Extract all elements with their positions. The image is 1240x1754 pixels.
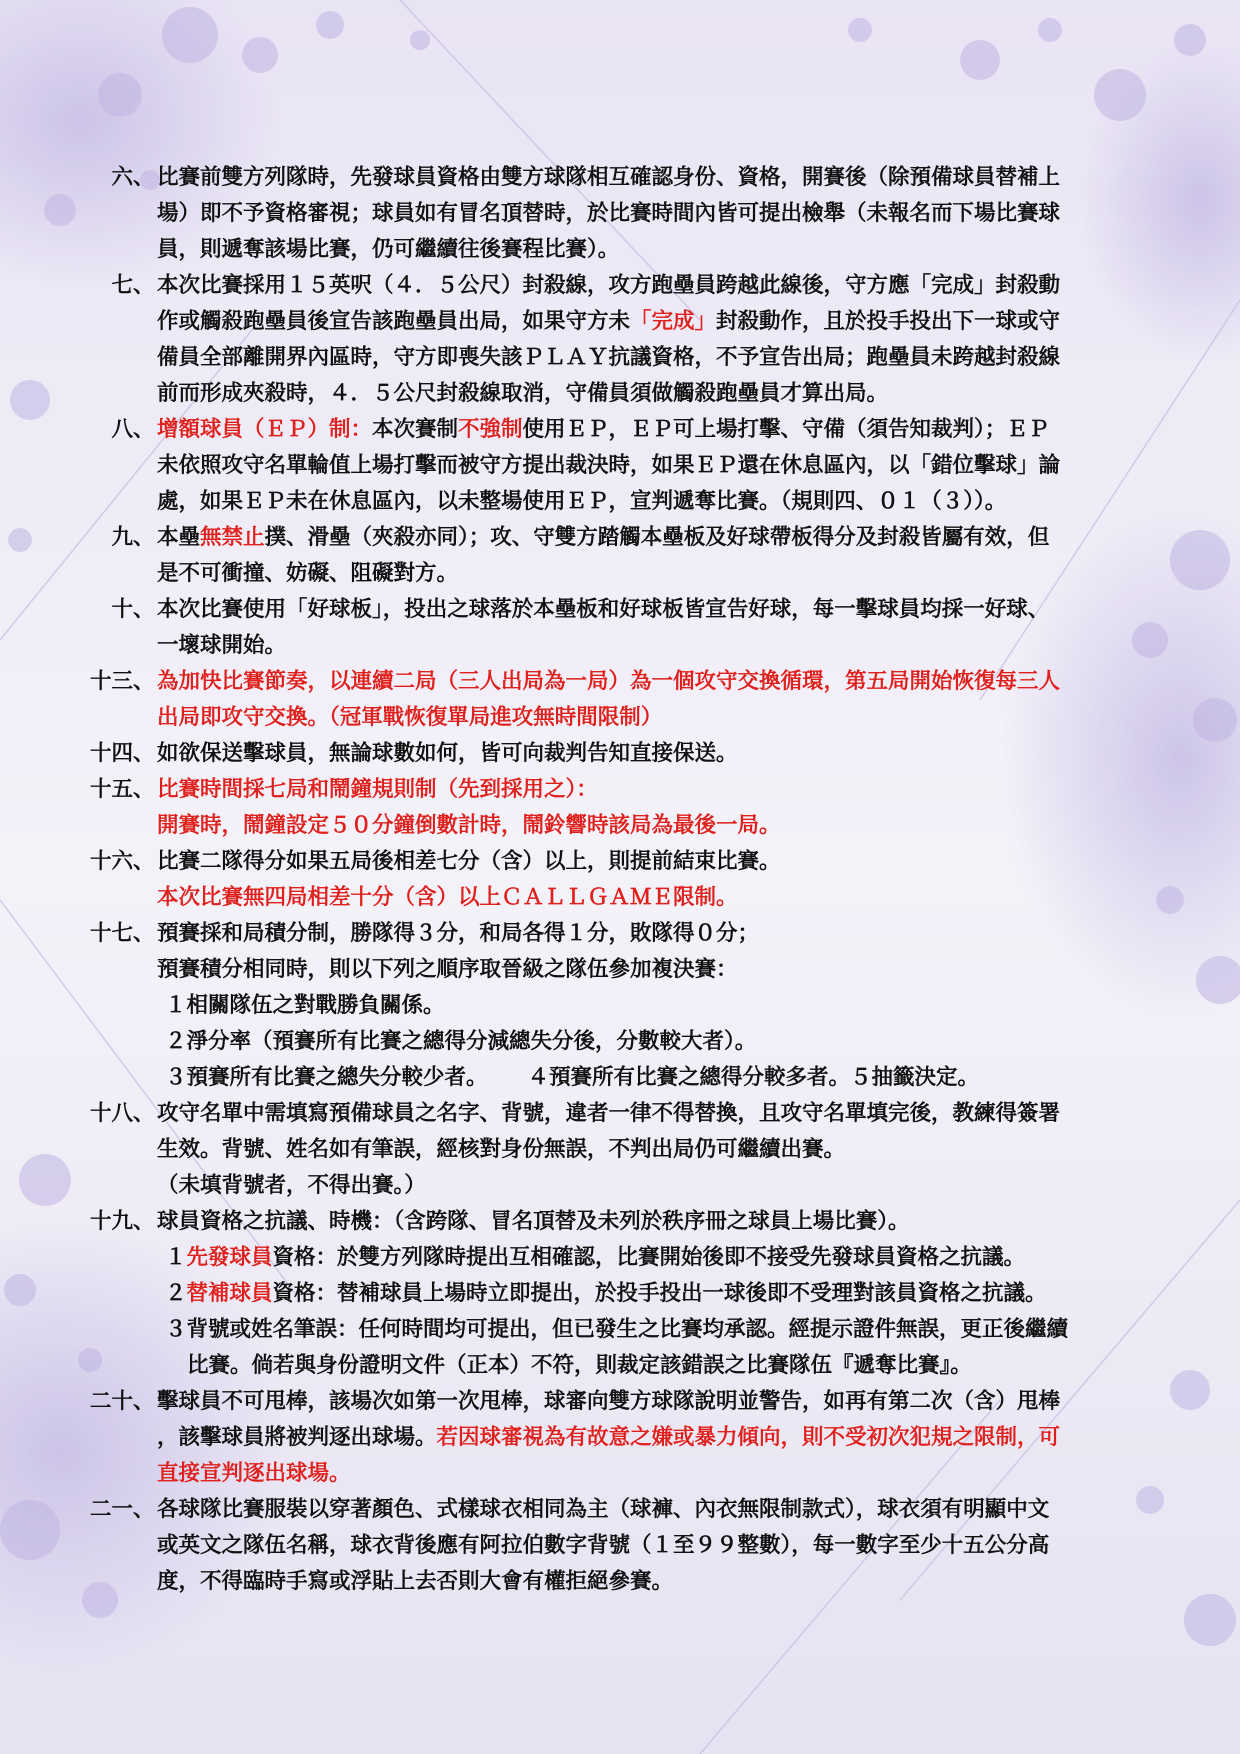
rule-item [55, 916, 1185, 1096]
rule-line [157, 772, 1185, 808]
rule-text-segment: 生效。背號、姓名如有筆誤，經核對身份無誤，不判出局仍可繼續出賽。 [157, 1137, 846, 1162]
rule-text-segment: 封殺動作，且於投手投出下一球或守 [716, 309, 1061, 334]
rule-number: 八 [111, 417, 133, 442]
rule-text-segment: 如欲保送擊球員，無論球數如何，皆可向裁判告知直接保送。 [157, 741, 738, 766]
rule-number: 二十 [89, 1389, 133, 1414]
rule-text [157, 772, 1185, 844]
rule-text-segment: 本次比賽採用１５英呎（４．５公尺）封殺線，攻方跑壘員跨越此線後，守方應「完成」封殺動 [157, 273, 1061, 298]
highlight-text: 增額球員（ＥＰ）制： [157, 417, 373, 442]
rule-text [157, 412, 1185, 520]
highlight-text: 比賽時間採七局和鬧鐘規則制（先到採用之）： [157, 777, 598, 802]
rule-separator: 、 [133, 417, 155, 442]
rule-line [157, 1564, 1185, 1600]
rules-document [55, 160, 1185, 1600]
rule-line [157, 628, 1185, 664]
rule-number: 十八 [89, 1101, 133, 1126]
rule-text-segment: 資格：於雙方列隊時提出互相確認，比賽開始後即不接受先發球員資格之抗議。 [272, 1245, 1026, 1270]
rule-line [157, 160, 1185, 196]
rule-number: 十七 [89, 921, 133, 946]
rule-text-segment: 一壞球開始。 [157, 633, 287, 658]
rule-number: 十六 [89, 849, 133, 874]
rule-number: 十三 [89, 669, 133, 694]
rule-line [157, 664, 1185, 700]
rule-text-segment: 是不可衝撞、妨礙、阻礙對方。 [157, 561, 459, 586]
rule-text-segment: （未填背號者，不得出賽。） [157, 1173, 426, 1198]
rule-text-segment: 使用ＥＰ，ＥＰ可上場打擊、守備（須告知裁判）；ＥＰ [522, 417, 1050, 442]
rule-text-segment: 前而形成夾殺時，４．５公尺封殺線取消，守備員須做觸殺跑壘員才算出局。 [157, 381, 889, 406]
rule-text-segment: 撲、滑壘（夾殺亦同）；攻、守雙方踏觸本壘板及好球帶板得分及封殺皆屬有效，但 [264, 525, 1050, 550]
highlight-text: 為加快比賽節奏，以連續二局（三人出局為一局）為一個攻守交換循環，第五局開始恢復每三人 [157, 669, 1061, 694]
rule-text-segment: 本次比賽使用「好球板」，投出之球落於本壘板和好球板皆宣告好球，每一擊球員均採一好球、 [157, 597, 1050, 622]
rule-separator: 、 [133, 1209, 155, 1234]
rule-line [157, 448, 1185, 484]
rule-text-segment: 場）即不予資格審視；球員如有冒名頂替時，於比賽時間內皆可提出檢舉（未報名而下場比賽球 [157, 201, 1061, 226]
rule-text-segment: ３預賽所有比賽之總失分較少者。 [165, 1065, 488, 1090]
rule-line [157, 1276, 1185, 1312]
rule-item [55, 844, 1185, 916]
rule-text-segment: ４預賽所有比賽之總得分較多者。５抽籤決定。 [527, 1065, 980, 1090]
rule-item [55, 772, 1185, 844]
rule-separator: 、 [133, 669, 155, 694]
rule-line [157, 1240, 1185, 1276]
rule-text-segment: 處，如果ＥＰ未在休息區內，以未整場使用ＥＰ，宣判遞奪比賽。（規則四、０１（３））。 [157, 489, 1007, 514]
rule-item [55, 1384, 1185, 1492]
rule-line [157, 1024, 1185, 1060]
rule-item [55, 592, 1185, 664]
rule-item [55, 1096, 1185, 1204]
rule-separator: 、 [133, 597, 155, 622]
rule-text-segment: 本次賽制 [372, 417, 459, 442]
highlight-text: 本次比賽無四局相差十分（含）以上ＣＡＬＬＧＡＭＥ限制。 [157, 885, 738, 910]
rule-text-segment: 球員資格之抗議、時機：（含跨隊、冒名頂替及未列於秩序冊之球員上場比賽）。 [157, 1209, 910, 1234]
rule-text-segment: ３背號或姓名筆誤：任何時間均可提出，但已發生之比賽均承認。經提示證件無誤，更正後繼續 [165, 1317, 1069, 1342]
rule-item [55, 268, 1185, 412]
rule-line [157, 304, 1185, 340]
rule-line [157, 988, 1185, 1024]
rule-separator: 、 [133, 165, 155, 190]
rule-text-segment: 預賽採和局積分制，勝隊得３分，和局各得１分，敗隊得０分； [157, 921, 760, 946]
rule-line [157, 520, 1185, 556]
rule-text-segment: 比賽二隊得分如果五局後相差七分（含）以上，則提前結束比賽。 [157, 849, 781, 874]
rule-item [55, 520, 1185, 592]
rule-text-segment: 比賽前雙方列隊時，先發球員資格由雙方球隊相互確認身份、資格，開賽後（除預備球員替補上 [157, 165, 1061, 190]
rule-text-segment: 員，則遞奪該場比賽，仍可繼續往後賽程比賽）。 [157, 237, 620, 262]
rule-line [157, 1204, 1185, 1240]
rule-line [157, 484, 1185, 520]
rule-line [157, 1060, 1185, 1096]
rule-line [157, 736, 1185, 772]
highlight-text: 出局即攻守交換。（冠軍戰恢復單局進攻無時間限制） [157, 705, 663, 730]
rule-text-segment: 或英文之隊伍名稱，球衣背後應有阿拉伯數字背號（１至９９整數），每一數字至少十五公分高 [157, 1533, 1050, 1558]
rule-line [157, 844, 1185, 880]
highlight-text: 先發球員 [186, 1245, 273, 1270]
rule-separator: 、 [133, 921, 155, 946]
highlight-text: 若因球審視為有故意之嫌或暴力傾向，則不受初次犯規之限制，可 [436, 1425, 1061, 1450]
rule-text-segment: 未依照攻守名單輪值上場打擊而被守方提出裁決時，如果ＥＰ還在休息區內，以「錯位擊球」論 [157, 453, 1061, 478]
rule-text [157, 664, 1185, 736]
rule-text-segment: ，該擊球員將被判逐出球場。 [157, 1425, 437, 1450]
rule-line [157, 808, 1185, 844]
rule-text-segment: 資格：替補球員上場時立即提出，於投手投出一球後即不受理對該員資格之抗議。 [272, 1281, 1047, 1306]
rule-text-segment: 擊球員不可甩棒，該場次如第一次甩棒，球審向雙方球隊說明並警告，如再有第二次（含）甩棒 [157, 1389, 1061, 1414]
rule-text [157, 1492, 1185, 1600]
rule-item [55, 736, 1185, 772]
rule-text [157, 736, 1185, 772]
rule-line [157, 880, 1185, 916]
rule-text-segment: 作或觸殺跑壘員後宣告該跑壘員出局，如果守方未 [157, 309, 631, 334]
highlight-text: 開賽時，鬧鐘設定５０分鐘倒數計時，鬧鈴響時該局為最後一局。 [157, 813, 781, 838]
rule-text-segment: 比賽。倘若與身份證明文件（正本）不符，則裁定該錯誤之比賽隊伍『遞奪比賽』。 [187, 1353, 972, 1378]
highlight-text: 直接宣判逐出球場。 [157, 1461, 351, 1486]
rule-text [157, 1096, 1185, 1204]
rule-item [55, 1492, 1185, 1600]
rule-text [157, 160, 1185, 268]
rule-number: 十 [111, 597, 133, 622]
rule-item [55, 664, 1185, 736]
rule-text [157, 1204, 1185, 1384]
rule-line [157, 592, 1185, 628]
rule-text-segment: １ [165, 1245, 187, 1270]
rule-line [157, 268, 1185, 304]
rule-number: 七 [111, 273, 133, 298]
rule-separator: 、 [133, 741, 155, 766]
rule-text [157, 916, 1185, 1096]
rule-line [157, 1312, 1185, 1348]
rule-item [55, 1204, 1185, 1384]
rule-line [157, 1456, 1185, 1492]
rule-separator: 、 [133, 1101, 155, 1126]
rule-separator: 、 [133, 777, 155, 802]
rule-separator: 、 [133, 1389, 155, 1414]
rule-text-segment: 預賽積分相同時，則以下列之順序取晉級之隊伍參加複決賽： [157, 957, 738, 982]
rule-text [157, 520, 1185, 592]
rule-text-segment: ２淨分率（預賽所有比賽之總得分減總失分後，分數較大者）。 [165, 1029, 757, 1054]
rule-line [157, 916, 1185, 952]
highlight-text: 「完成」 [630, 309, 717, 334]
rule-text [157, 1384, 1185, 1492]
rule-line [157, 1492, 1185, 1528]
rule-line [157, 1384, 1185, 1420]
rule-item [55, 160, 1185, 268]
rule-line [157, 700, 1185, 736]
rule-separator: 、 [133, 1497, 155, 1522]
rule-number: 二一 [89, 1497, 133, 1522]
rule-line [157, 196, 1185, 232]
rule-line [157, 1096, 1185, 1132]
rule-number: 九 [111, 525, 133, 550]
rule-line [157, 556, 1185, 592]
rule-text [157, 844, 1185, 916]
rule-line [157, 1348, 1185, 1384]
rule-line [157, 952, 1185, 988]
rule-number: 六 [111, 165, 133, 190]
rule-line [157, 232, 1185, 268]
rule-line [157, 1528, 1185, 1564]
rule-text-segment: 攻守名單中需填寫預備球員之名字、背號，違者一律不得替換，且攻守名單填完後，教練得簽署 [157, 1101, 1061, 1126]
rule-line [157, 1420, 1185, 1456]
rule-text [157, 268, 1185, 412]
rule-number: 十五 [89, 777, 133, 802]
rule-line [157, 340, 1185, 376]
rule-number: 十四 [89, 741, 133, 766]
rule-text-segment: 備員全部離開界內區時，守方即喪失該ＰＬＡＹ抗議資格，不予宣告出局；跑壘員未跨越封殺線 [157, 345, 1061, 370]
rule-line [157, 412, 1185, 448]
rule-separator: 、 [133, 273, 155, 298]
rule-text [157, 592, 1185, 664]
rule-line [157, 1168, 1185, 1204]
rule-line [157, 1132, 1185, 1168]
rule-text-segment: 度，不得臨時手寫或浮貼上去否則大會有權拒絕參賽。 [157, 1569, 674, 1594]
rule-text-segment: ２ [165, 1281, 187, 1306]
highlight-text: 替補球員 [186, 1281, 273, 1306]
rule-text-segment: 各球隊比賽服裝以穿著顏色、式樣球衣相同為主（球褲、內衣無限制款式），球衣須有明顯中文 [157, 1497, 1050, 1522]
rule-separator: 、 [133, 525, 155, 550]
highlight-text: 不強制 [458, 417, 523, 442]
rule-separator: 、 [133, 849, 155, 874]
highlight-text: 無禁止 [200, 525, 265, 550]
rule-text-segment: １相關隊伍之對戰勝負關係。 [165, 993, 445, 1018]
rule-line [157, 376, 1185, 412]
rule-item [55, 412, 1185, 520]
rule-number: 十九 [89, 1209, 133, 1234]
rule-text-segment: 本壘 [157, 525, 201, 550]
